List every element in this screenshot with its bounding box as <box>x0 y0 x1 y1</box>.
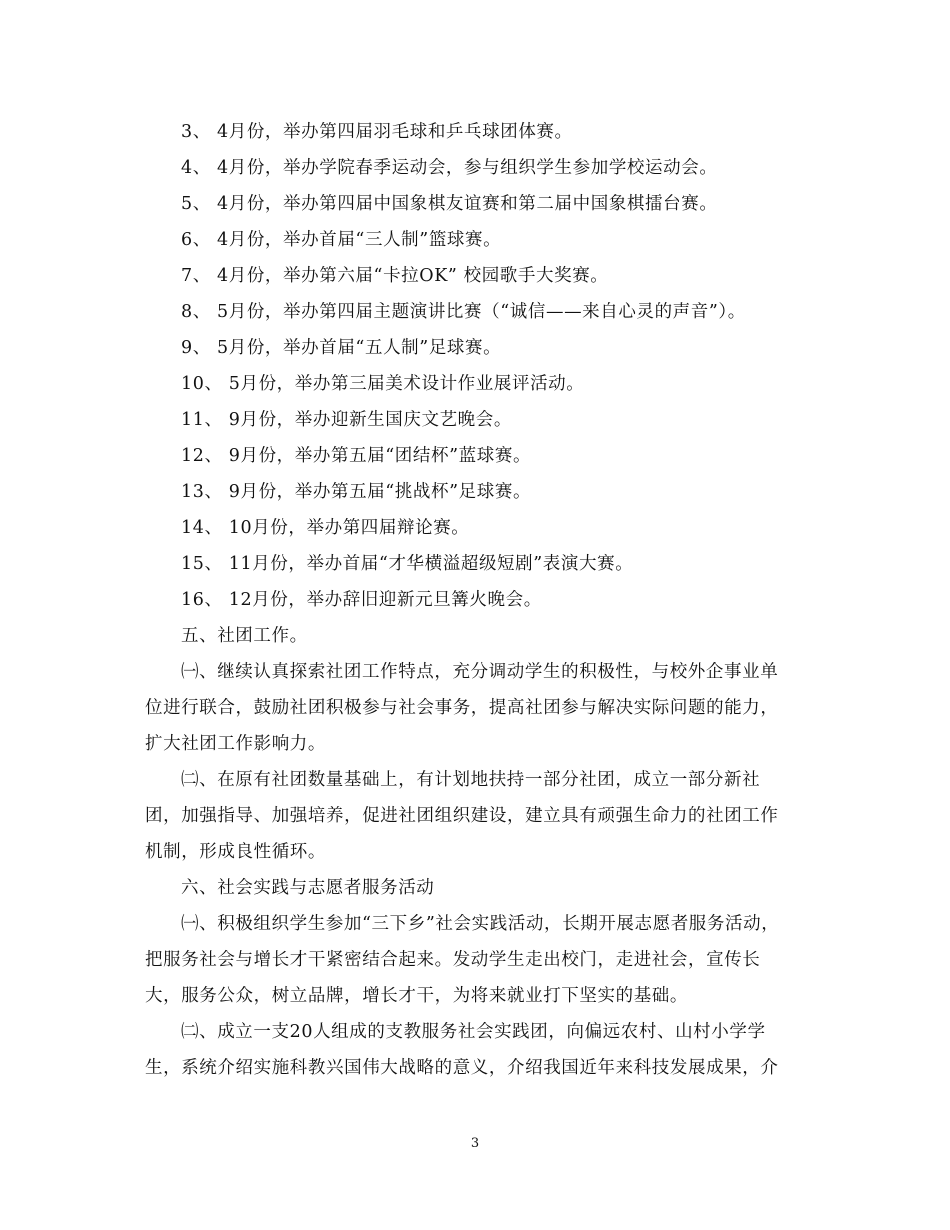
list-item: 4、 4月份，举办学院春季运动会，参与组织学生参加学校运动会。 <box>181 158 718 178</box>
paragraph-line: 生，系统介绍实施科教兴国伟大战略的意义，介绍我国近年来科技发展成果，介 <box>145 1058 779 1078</box>
list-item: 12、 9月份，举办第五届“团结杯”蓝球赛。 <box>181 446 532 466</box>
paragraph-line: 扩大社团工作影响力。 <box>145 734 326 754</box>
paragraph-line: ㈡、在原有社团数量基础上，有计划地扶持一部分社团，成立一部分新社 <box>181 770 761 790</box>
list-item: 11、 9月份，举办迎新生国庆文艺晚会。 <box>181 410 512 430</box>
list-item: 6、 4月份，举办首届“三人制”篮球赛。 <box>181 230 502 250</box>
paragraph-line: 位进行联合，鼓励社团积极参与社会事务，提高社团参与解决实际问题的能力， <box>145 698 779 718</box>
list-item: 13、 9月份，举办第五届“挑战杯”足球赛。 <box>181 482 532 502</box>
list-item: 10、 5月份，举办第三届美术设计作业展评活动。 <box>181 374 585 394</box>
list-item: 14、 10月份，举办第四届辩论赛。 <box>181 518 470 538</box>
paragraph-line: 把服务社会与增长才干紧密结合起来。发动学生走出校门，走进社会，宣传长 <box>145 950 761 970</box>
list-item: 3、 4月份，举办第四届羽毛球和乒乓球团体赛。 <box>181 122 573 142</box>
list-item: 5、 4月份，举办第四届中国象棋友谊赛和第二届中国象棋擂台赛。 <box>181 194 718 214</box>
paragraph-line: ㈠、积极组织学生参加“三下乡”社会实践活动，长期开展志愿者服务活动， <box>181 914 780 934</box>
list-item: 9、 5月份，举办首届“五人制”足球赛。 <box>181 338 502 358</box>
list-item: 16、 12月份，举办辞旧迎新元旦篝火晚会。 <box>181 590 542 610</box>
paragraph-line: ㈠、继续认真探索社团工作特点，充分调动学生的积极性，与校外企事业单 <box>181 662 779 682</box>
paragraph-line: ㈡、成立一支20人组成的支教服务社会实践团，向偏远农村、山村小学学 <box>181 1022 766 1042</box>
section-heading: 六、社会实践与志愿者服务活动 <box>181 878 435 898</box>
section-heading: 五、社团工作。 <box>181 626 308 646</box>
list-item: 15、 11月份，举办首届“才华横溢超级短剧”表演大赛。 <box>181 554 634 574</box>
page-number: 3 <box>470 1136 480 1151</box>
list-item: 7、 4月份，举办第六届“卡拉OK” 校园歌手大奖赛。 <box>181 266 609 286</box>
paragraph-line: 大，服务公众，树立品牌，增长才干，为将来就业打下坚实的基础。 <box>145 986 688 1006</box>
list-item: 8、 5月份，举办第四届主题演讲比赛（“诚信——来自心灵的声音”）。 <box>181 302 746 322</box>
paragraph-line: 机制，形成良性循环。 <box>145 842 326 862</box>
paragraph-line: 团，加强指导、加强培养，促进社团组织建设，建立具有顽强生命力的社团工作 <box>145 806 779 826</box>
